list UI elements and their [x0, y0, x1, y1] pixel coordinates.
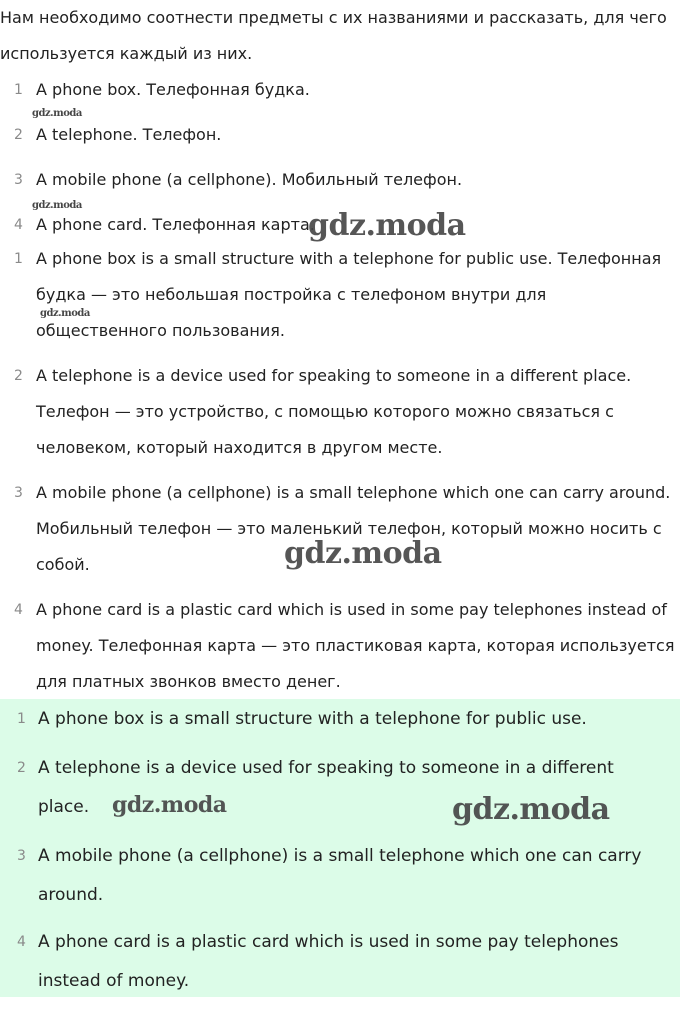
item-text: A phone card. Телефонная карта. — [36, 215, 315, 234]
item-number: 2 — [14, 368, 23, 384]
list-item — [0, 700, 658, 749]
list-item — [0, 837, 658, 923]
item-number: 3 — [14, 172, 23, 188]
list-item — [0, 923, 658, 1001]
item-number: 1 — [14, 82, 23, 98]
item-text: A telephone is a device used for speaking to someone in a different place. Телефон — это устройство, с помощью которого можно связаться с человеком, который находится в другом месте. — [36, 366, 632, 457]
item-text: A mobile phone (a cellphone) is a small telephone which one can carry around. Мобильный телефон — это маленький телефон, который можно носить с собой. — [36, 483, 671, 574]
item-text: A mobile phone (a cellphone). Мобильный телефон. — [36, 170, 463, 189]
list-item — [0, 241, 680, 358]
descriptions-list — [0, 241, 680, 700]
item-number: 4 — [17, 934, 26, 950]
intro-text: Нам необходимо соотнести предметы с их названиями и рассказать, для чего используется каждый из них. — [0, 8, 667, 63]
item-number: 1 — [14, 251, 23, 267]
item-text: A phone box is a small structure with a telephone for public use. Телефонная будка — это небольшая постройка с телефоном внутри для общественного пользования. — [36, 249, 662, 340]
item-number: 2 — [14, 127, 23, 143]
item-number: 4 — [14, 217, 23, 233]
watermark-logo: gdz.moda — [112, 792, 227, 818]
item-text: A mobile phone (a cellphone) is a small telephone which one can carry around. — [38, 846, 642, 905]
list-item — [0, 592, 680, 700]
watermark-logo: gdz.moda — [32, 200, 82, 211]
item-number: 1 — [17, 711, 26, 727]
list-item — [0, 358, 680, 475]
list-item — [0, 475, 680, 592]
item-text: A telephone. Телефон. — [36, 125, 222, 144]
watermark-logo: gdz.moda — [32, 108, 82, 119]
item-text: A telephone is a device used for speaking to someone in a different place. — [38, 758, 614, 817]
item-text: A phone box is a small structure with a telephone for public use. — [38, 709, 587, 729]
answers-list — [0, 700, 658, 1001]
item-text: A phone card is a plastic card which is used in some pay telephones instead of money. Телефонная карта — это пластиковая карта, которая используется для платных звонков вместо денег. — [36, 600, 675, 691]
item-number: 3 — [17, 848, 26, 864]
item-text: A phone box. Телефонная будка. — [36, 80, 310, 99]
watermark-logo: gdz.moda — [284, 536, 442, 571]
watermark-logo: gdz.moda — [308, 208, 466, 243]
item-number: 4 — [14, 602, 23, 618]
watermark-logo: gdz.moda — [40, 308, 90, 319]
list-item — [0, 117, 676, 162]
item-number: 2 — [17, 760, 26, 776]
item-text: A phone card is a plastic card which is used in some pay telephones instead of money. — [38, 932, 619, 991]
item-number: 3 — [14, 485, 23, 501]
list-item — [0, 72, 676, 117]
watermark-logo: gdz.moda — [452, 792, 610, 827]
list-item — [0, 162, 676, 207]
